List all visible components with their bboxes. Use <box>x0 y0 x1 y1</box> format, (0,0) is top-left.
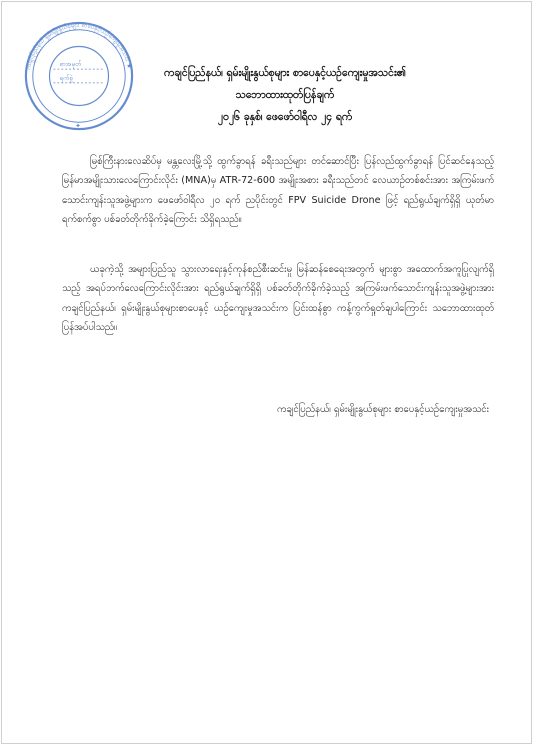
signature-organization: ကချင်ပြည်နယ်၊ ရှမ်းမျိုးနွယ်စုများ စာပေနှင့်ယဉ်ကျေးမှုအသင်း <box>277 404 489 415</box>
body-paragraph-2: ယခုကဲ့သို့ အများပြည်သူ သွားလာရေးနှင့်ကုန်စည်စီးဆင်းမှု မြန်ဆန်စေရေးအတွက် များစွာ အထောက်အကူပြုလျက်ရှိသည့် အရပ်ဘက်လေကြောင်းလိုင်းအား ရည်ရွယ်ချက်ရှိရှိ ပစ်ခတ်တိုက်ခိုက်ခဲ့သည့် အကြမ်းဖက်သောင်းကျန်းသူအဖွဲ့များအား ကချင်ပြည်နယ်၊ ရှမ်းမျိုးနွယ်စုများစာပေနှင့် ယဉ်ကျေးမှုအသင်းက ပြင်းထန်စွာ ကန့်ကွက်ရှုတ်ချပါကြောင်း သဘောထားထုတ်ပြန်အပ်ပါသည်။ <box>62 264 494 334</box>
svg-text:ကချင်ပြည်နယ် ရှမ်းမျိုးနွယ်စုမ: ကချင်ပြည်နယ် ရှမ်းမျိုးနွယ်စုများ စာပေနှင့်ယဉ်ကျေးမှုအသင်း ★ <box>25 21 133 71</box>
svg-text:ရက်စွဲ: ရက်စွဲ <box>59 73 73 82</box>
statement-date: ၂၀၂၆ ခုနှစ်၊ ဖေဖော်ဝါရီလ ၂၄ ရက် <box>217 111 353 123</box>
body-paragraph-1: မြစ်ကြီးနားလေဆိပ်မှ မန္တလေးမြို့သို့ ထွက်ခွာရန် ခရီးသည်များ တင်ဆောင်ပြီး ပြန်လည်ထွက်ခွာရန် ပြင်ဆင်နေသည့် မြန်မာအမျိုးသားလေကြောင်းလိုင်း (MNA)မှ ATR-72-600 အမျိုးအစား ခရီးသည်တင် လေယာဉ်တစ်စင်းအား အကြမ်းဖက်သောင်းကျန်းသူအဖွဲ့များက ဖေဖော်ဝါရီလ ၂၀ ရက် ညပိုင်းတွင် FPV Suicide Drone ဖြင့် ရည်ရွယ်ချက်ရှိရှိ ယုတ်မာရက်စက်စွာ ပစ်ခတ်တိုက်ခိုက်ခဲ့ကြောင်း သိရှိရသည်။ <box>62 156 494 226</box>
statement-title-line-1: ကချင်ပြည်နယ်၊ ရှမ်းမျိုးနွယ်စုများ စာပေနှင့်ယဉ်ကျေးမှုအသင်း၏ <box>164 67 406 79</box>
svg-text:စာအမှတ်: စာအမှတ် <box>59 60 82 69</box>
svg-text:✦: ✦ <box>75 122 81 131</box>
statement-title-line-2: သဘောထားထုတ်ပြန်ချက် <box>235 89 335 101</box>
